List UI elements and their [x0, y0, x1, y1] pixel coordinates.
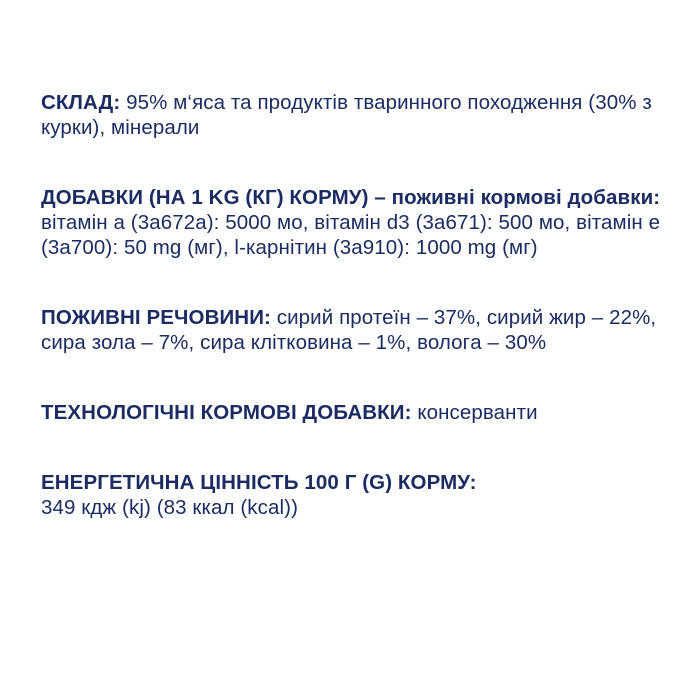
additives-text: вітамін а (3а672а): 5000 мо, вітамін d3 (3а671): 500 мо, вітамін е (3а700): 50 mg (мг), l-карнітин (3а910): 1000 mg (мг) [41, 211, 661, 259]
energy-value-label: ЕНЕРГЕТИЧНА ЦІННІСТЬ 100 Г (G) КОРМУ: [41, 471, 477, 494]
nutrients-label: ПОЖИВНІ РЕЧОВИНИ: [41, 306, 271, 329]
additives-label: ДОБАВКИ (НА 1 KG (КГ) КОРМУ) – поживні кормові добавки: [41, 186, 661, 209]
composition-section [41, 90, 666, 140]
energy-value-section [41, 470, 666, 520]
additives-section [41, 185, 666, 260]
composition-label: СКЛАД: [41, 91, 121, 114]
composition-text: 95% м‘яса та продуктів тваринного походження (30% з курки), мінерали [41, 91, 652, 139]
nutrients-text: сирий протеїн – 37%, сирий жир – 22%, сира зола – 7%, сира клітковина – 1%, вологa – 30% [41, 306, 657, 354]
technological-additives-label: ТЕХНОЛОГІЧНІ КОРМОВІ ДОБАВКИ: [41, 401, 412, 424]
energy-value-text: 349 кдж (kj) (83 ккал (kcal)) [41, 496, 298, 519]
technological-additives-section [41, 400, 666, 425]
technological-additives-text: консерванти [411, 401, 538, 424]
ingredients-document [41, 90, 666, 520]
nutrients-section [41, 305, 666, 355]
